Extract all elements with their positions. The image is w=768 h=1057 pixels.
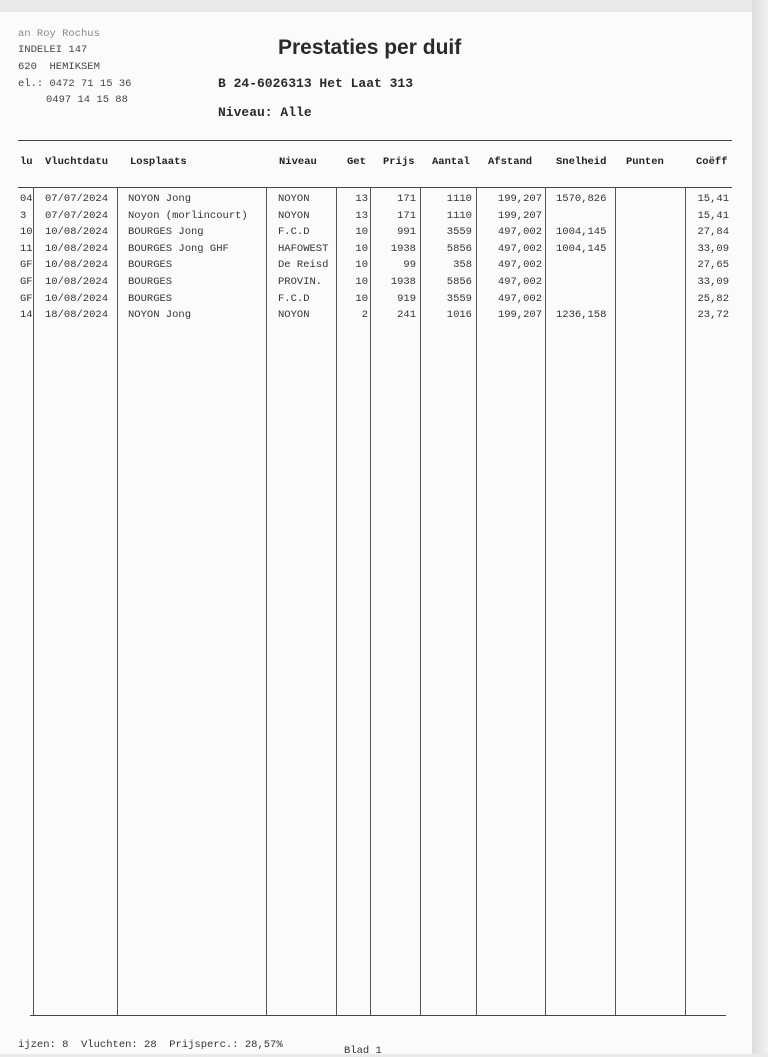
table-cell: NOYON — [278, 193, 310, 205]
table-cell: GF — [20, 292, 33, 305]
owner-phone-2: 0497 14 15 88 — [46, 94, 128, 106]
table-cell: 10/08/2024 — [45, 292, 109, 305]
column-divider — [266, 187, 267, 1015]
summary-footer: ijzen: 8 Vluchten: 28 Prijsperc.: 28,57% — [18, 1039, 283, 1051]
page-edge — [752, 0, 768, 1054]
table-cell: 5856 — [446, 276, 472, 288]
column-divider — [615, 187, 616, 1015]
table-cell: 10 — [20, 226, 33, 239]
table-cell: 11 — [20, 242, 33, 255]
table-cell: 199,207 — [497, 309, 542, 322]
table-cell: 1236,158 — [556, 309, 607, 322]
table-cell: GF — [20, 276, 33, 288]
owner-name: an Roy Rochus — [18, 28, 100, 40]
table-cell: NOYON — [278, 209, 310, 222]
table-cell: 33,09 — [697, 276, 729, 288]
table-cell: 497,002 — [497, 292, 542, 305]
table-cell: 10 — [355, 242, 368, 255]
table-cell: BOURGES — [128, 276, 173, 288]
column-divider — [545, 187, 546, 1015]
table-cell: 18/08/2024 — [45, 309, 109, 322]
table-cell: 358 — [453, 259, 472, 272]
column-divider — [117, 187, 118, 1015]
table-cell: 1004,145 — [556, 242, 607, 255]
pigeon-id: B 24-6026313 Het Laat 313 — [218, 76, 414, 91]
table-cell: Noyon (morlincourt) — [128, 209, 248, 222]
column-header: Vluchtdatu — [45, 156, 109, 168]
column-header: Prijs — [383, 156, 415, 168]
table-cell: 1938 — [390, 276, 416, 288]
header-top-rule — [18, 140, 732, 141]
table-cell: 07/07/2024 — [45, 209, 109, 222]
table-cell: 07/07/2024 — [45, 193, 109, 205]
table-cell: 919 — [397, 292, 416, 305]
table-cell: 10 — [355, 226, 368, 239]
table-cell: 1110 — [446, 193, 472, 205]
table-cell: 10 — [355, 259, 368, 272]
column-header: Aantal — [432, 156, 470, 168]
table-cell: 10/08/2024 — [45, 276, 109, 288]
table-cell: 1938 — [390, 242, 416, 255]
table-cell: PROVIN. — [278, 276, 323, 288]
column-header: Get — [347, 156, 366, 168]
table-cell: 13 — [355, 209, 368, 222]
table-cell: 25,82 — [697, 292, 729, 305]
table-cell: BOURGES — [128, 292, 173, 305]
table-cell: 3559 — [446, 226, 472, 239]
table-cell: 991 — [397, 226, 416, 239]
table-cell: 497,002 — [497, 259, 542, 272]
table-cell: 1016 — [446, 309, 472, 322]
table-cell: 5856 — [446, 242, 472, 255]
table-cell: 04 — [20, 193, 33, 205]
table-cell: 99 — [403, 259, 416, 272]
column-header: Afstand — [488, 156, 533, 168]
table-cell: 27,65 — [697, 259, 729, 272]
table-cell: 15,41 — [697, 193, 729, 205]
table-cell: 3559 — [446, 292, 472, 305]
table-cell: 2 — [361, 309, 368, 322]
table-cell: 3 — [20, 209, 27, 222]
table-cell: 10/08/2024 — [45, 259, 109, 272]
table-cell: F.C.D — [278, 292, 310, 305]
column-header: Losplaats — [130, 156, 187, 168]
table-cell: 10/08/2024 — [45, 242, 109, 255]
niveau-label: Niveau: Alle — [218, 105, 312, 120]
table-cell: 171 — [397, 193, 416, 205]
column-header: lu — [20, 156, 33, 168]
table-cell: 497,002 — [497, 226, 542, 239]
table-cell: NOYON Jong — [128, 193, 192, 205]
table-cell: 199,207 — [497, 193, 542, 205]
table-cell: 10 — [355, 276, 368, 288]
table-cell: F.C.D — [278, 226, 310, 239]
table-cell: NOYON Jong — [128, 309, 192, 322]
table-cell: BOURGES Jong — [128, 226, 204, 239]
header-bottom-rule — [18, 187, 732, 188]
owner-phone-1: el.: 0472 71 15 36 — [18, 78, 132, 90]
page-number: Blad 1 — [344, 1045, 382, 1057]
table-cell: BOURGES — [128, 259, 173, 272]
table-cell: 10/08/2024 — [45, 226, 109, 239]
table-cell: 1570,826 — [556, 193, 607, 205]
owner-city: 620 HEMIKSEM — [18, 61, 100, 73]
table-cell: 1004,145 — [556, 226, 607, 239]
table-cell: 497,002 — [497, 242, 542, 255]
column-divider — [33, 187, 34, 1015]
table-bottom-rule — [30, 1015, 726, 1016]
table-cell: 14 — [20, 309, 33, 322]
table-cell: 497,002 — [497, 276, 542, 288]
table-cell: 33,09 — [697, 242, 729, 255]
report-sheet — [0, 12, 753, 1054]
column-header: Punten — [626, 156, 664, 168]
table-cell: GF — [20, 259, 33, 272]
table-cell: 199,207 — [497, 209, 542, 222]
table-cell: NOYON — [278, 309, 310, 322]
table-cell: 241 — [397, 309, 416, 322]
table-cell: 1110 — [446, 209, 472, 222]
table-cell: 23,72 — [697, 309, 729, 322]
table-cell: 15,41 — [697, 209, 729, 222]
table-cell: HAFOWEST — [278, 242, 329, 255]
table-cell: 171 — [397, 209, 416, 222]
table-cell: BOURGES Jong GHF — [128, 242, 229, 255]
table-cell: 27,84 — [697, 226, 729, 239]
owner-street: INDELEI 147 — [18, 44, 88, 56]
report-title: Prestaties per duif — [278, 36, 462, 59]
column-header: Coëff — [696, 156, 728, 168]
table-cell: 13 — [355, 193, 368, 205]
column-header: Niveau — [279, 156, 317, 168]
table-cell: De Reisd — [278, 259, 329, 272]
column-header: Snelheid — [556, 156, 607, 168]
table-cell: 10 — [355, 292, 368, 305]
